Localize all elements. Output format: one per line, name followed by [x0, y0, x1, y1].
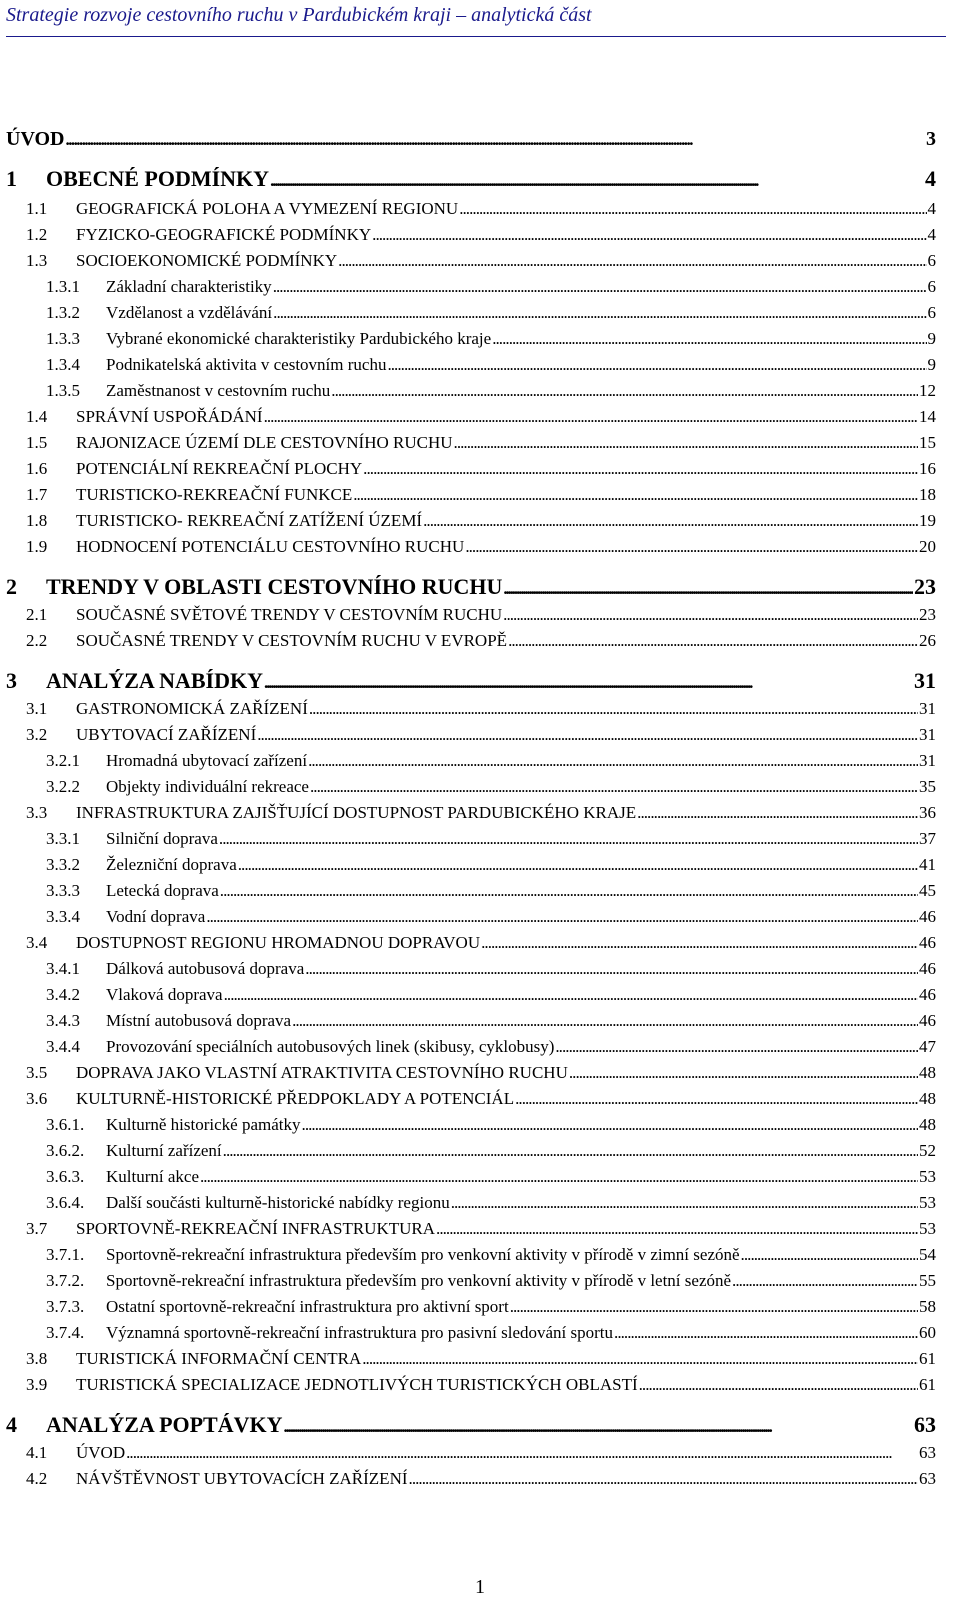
dot-leader: [284, 1416, 913, 1438]
toc-entry-number: 4: [6, 1412, 17, 1437]
toc-entry-number: 3.2.2: [46, 777, 80, 796]
toc-entry-page: 14: [919, 407, 936, 426]
dot-leader: [492, 328, 926, 350]
toc-entry-number: 1.8: [26, 511, 48, 530]
dot-leader: [220, 880, 918, 902]
toc-entry-page: 36: [919, 803, 936, 822]
toc-entry[interactable]: [26, 432, 936, 454]
toc-entry-number: 3.3.1: [46, 829, 80, 848]
toc-entry-title: KULTURNĚ-HISTORICKÉ PŘEDPOKLADY A POTENCIÁL: [76, 1089, 515, 1108]
toc-entry-title: Kulturní zařízení: [106, 1141, 222, 1160]
toc-entry-page: 53: [919, 1219, 936, 1238]
toc-entry-number: 3.2.1: [46, 751, 80, 770]
toc-entry[interactable]: [46, 906, 936, 928]
toc-entry-number: 4.2: [26, 1469, 48, 1488]
toc-entry-page: 46: [919, 907, 936, 926]
dot-leader: [308, 750, 918, 772]
toc-entry[interactable]: [26, 198, 936, 220]
toc-entry-page: 3: [926, 128, 936, 150]
toc-entry[interactable]: [46, 1192, 936, 1214]
dot-leader: [200, 1166, 918, 1188]
toc-entry-title: Dálková autobusová doprava: [106, 959, 305, 978]
dot-leader: [270, 170, 924, 192]
toc-entry[interactable]: [46, 380, 936, 402]
toc-entry[interactable]: [46, 750, 936, 772]
dot-leader: [363, 458, 918, 480]
dot-leader: [309, 698, 918, 720]
toc-entry[interactable]: [26, 1088, 936, 1110]
toc-entry-number: 3.5: [26, 1063, 48, 1082]
toc-entry-title: Silniční doprava: [106, 829, 218, 848]
toc-entry[interactable]: [26, 458, 936, 480]
dot-leader: [510, 1296, 918, 1318]
toc-entry-number: 1.5: [26, 433, 48, 452]
toc-entry[interactable]: [26, 698, 936, 720]
dot-leader: [372, 224, 926, 246]
toc-entry-title: Ostatní sportovně-rekreační infrastruktura pro aktivní sport: [106, 1297, 509, 1316]
toc-entry-number: 1.3.4: [46, 355, 80, 374]
toc-entry-number: 3.7: [26, 1219, 48, 1238]
dot-leader: [331, 380, 918, 402]
toc-entry-number: 3.6: [26, 1089, 48, 1108]
toc-entry-page: 18: [919, 485, 936, 504]
toc-entry-number: 3.4: [26, 933, 48, 952]
toc-entry-title: ANALÝZA POPTÁVKY: [46, 1412, 283, 1437]
toc-entry-number: 1.1: [26, 199, 48, 218]
toc-entry-number: 1.3.1: [46, 277, 80, 296]
toc-entry-title: Vzdělanost a vzdělávání: [106, 303, 273, 322]
toc-entry-number: 1.3.3: [46, 329, 80, 348]
toc-entry-title: INFRASTRUKTURA ZAJIŠŤUJÍCÍ DOSTUPNOST PARDUBICKÉHO KRAJE: [76, 803, 637, 822]
toc-entry-page: 19: [919, 511, 936, 530]
toc-entry[interactable]: [46, 1010, 936, 1032]
toc-entry-number: 3.3: [26, 803, 48, 822]
toc-entry-page: 31: [914, 668, 936, 693]
toc-entry-page: 6: [927, 303, 936, 322]
toc-entry-page: 23: [919, 605, 936, 624]
toc-entry-page: 63: [919, 1443, 936, 1462]
toc-entry-title: HODNOCENÍ POTENCIÁLU CESTOVNÍHO RUCHU: [76, 537, 465, 556]
dot-leader: [637, 802, 918, 824]
toc-entry-number: 3.6.2.: [46, 1141, 85, 1160]
toc-entry[interactable]: [26, 484, 936, 506]
toc-entry[interactable]: [26, 1374, 936, 1396]
toc-entry-title: Sportovně-rekreační infrastruktura především pro venkovní aktivity v přírodě v letní sezóně: [106, 1271, 732, 1290]
toc-entry-page: 41: [919, 855, 936, 874]
dot-leader: [732, 1270, 918, 1292]
toc-entry[interactable]: [46, 1270, 936, 1292]
dot-leader: [436, 1218, 918, 1240]
toc-entry-title: TRENDY V OBLASTI CESTOVNÍHO RUCHU: [46, 574, 503, 599]
toc-entry-page: 31: [919, 699, 936, 718]
toc-entry[interactable]: [46, 302, 936, 324]
dot-leader: [302, 1114, 918, 1136]
toc-entry[interactable]: [26, 1442, 936, 1464]
toc-entry-page: 48: [919, 1115, 936, 1134]
toc-entry-title: POTENCIÁLNÍ REKREAČNÍ PLOCHY: [76, 459, 363, 478]
toc-entry[interactable]: [46, 328, 936, 350]
toc-entry[interactable]: [46, 1322, 936, 1344]
toc-entry[interactable]: [46, 1296, 936, 1318]
toc-entry-page: 54: [919, 1245, 936, 1264]
toc-entry[interactable]: [46, 1166, 936, 1188]
toc-entry-page: 9: [927, 329, 936, 348]
dot-leader: [423, 510, 918, 532]
toc-entry-title: GEOGRAFICKÁ POLOHA A VYMEZENÍ REGIONU: [76, 199, 459, 218]
toc-entry-page: 58: [919, 1297, 936, 1316]
toc-entry-number: 4.1: [26, 1443, 48, 1462]
dot-leader: [451, 1192, 918, 1214]
toc-entry-title: TURISTICKÁ INFORMAČNÍ CENTRA: [76, 1349, 362, 1368]
toc-entry-number: 3.7.3.: [46, 1297, 85, 1316]
toc-entry-number: 2.2: [26, 631, 48, 650]
toc-entry-page: 12: [919, 381, 936, 400]
toc-entry-page: 23: [914, 574, 936, 599]
dot-leader: [257, 724, 918, 746]
toc-entry-title: NÁVŠTĚVNOST UBYTOVACÍCH ZAŘÍZENÍ: [76, 1469, 408, 1488]
toc-entry-title: ANALÝZA NABÍDKY: [46, 668, 263, 693]
toc-entry-title: DOPRAVA JAKO VLASTNÍ ATRAKTIVITA CESTOVNÍHO RUCHU: [76, 1063, 568, 1082]
dot-leader: [459, 198, 926, 220]
toc-entry-page: 16: [919, 459, 936, 478]
dot-leader: [310, 776, 918, 798]
toc-entry[interactable]: [26, 1062, 936, 1084]
toc-entry-page: 61: [919, 1375, 936, 1394]
dot-leader: [273, 302, 926, 324]
toc-entry-number: 1.9: [26, 537, 48, 556]
toc-entry-page: 6: [927, 251, 936, 270]
toc-entry[interactable]: [26, 630, 936, 652]
toc-entry-number: 3.4.4: [46, 1037, 80, 1056]
toc-entry-page: 31: [919, 751, 936, 770]
toc-entry[interactable]: [46, 1036, 936, 1058]
toc-entry-page: 31: [919, 725, 936, 744]
toc-entry-page: 35: [919, 777, 936, 796]
dot-leader: [264, 406, 918, 428]
toc-entry[interactable]: [46, 776, 936, 798]
toc-entry[interactable]: [26, 536, 936, 558]
dot-leader: [614, 1322, 918, 1344]
toc-entry-title: Zaměstnanost v cestovním ruchu: [106, 381, 331, 400]
toc-entry-page: 6: [927, 277, 936, 296]
toc-entry-title: Místní autobusová doprava: [106, 1011, 292, 1030]
toc-entry-number: 3.7.2.: [46, 1271, 85, 1290]
dot-leader: [508, 630, 918, 652]
toc-entry-number: 2.1: [26, 605, 48, 624]
toc-entry-title: TURISTICKÁ SPECIALIZACE JEDNOTLIVÝCH TURISTICKÝCH OBLASTÍ: [76, 1375, 638, 1394]
toc-entry[interactable]: [46, 828, 936, 850]
toc-entry-page: 55: [919, 1271, 936, 1290]
dot-leader: [569, 1062, 918, 1084]
dot-leader: [292, 1010, 918, 1032]
toc-entry-number: 3.9: [26, 1375, 48, 1394]
toc-entry[interactable]: [26, 802, 936, 824]
toc-entry-title: Letecká doprava: [106, 881, 219, 900]
toc-entry-page: 26: [919, 631, 936, 650]
toc-entry[interactable]: [26, 224, 936, 246]
toc-entry[interactable]: [46, 1244, 936, 1266]
toc-entry-title: SOCIOEKONOMICKÉ PODMÍNKY: [76, 251, 338, 270]
toc-entry-page: 4: [927, 225, 936, 244]
toc-entry-title: FYZICKO-GEOGRAFICKÉ PODMÍNKY: [76, 225, 372, 244]
dot-leader: [387, 354, 926, 376]
dot-leader: [503, 578, 913, 600]
toc-entry[interactable]: [46, 354, 936, 376]
toc-entry[interactable]: [26, 724, 936, 746]
dot-leader: [454, 432, 918, 454]
toc-entry-title: Hromadná ubytovací zařízení: [106, 751, 308, 770]
dot-leader: [219, 828, 918, 850]
toc-entry-title: Kulturně historické památky: [106, 1115, 301, 1134]
toc-entry-page: 46: [919, 985, 936, 1004]
toc-entry[interactable]: [6, 128, 936, 150]
toc-entry-number: 1.3: [26, 251, 48, 270]
toc-entry-page: 48: [919, 1063, 936, 1082]
toc-entry[interactable]: [6, 1414, 936, 1436]
toc-entry-title: GASTRONOMICKÁ ZAŘÍZENÍ: [76, 699, 308, 718]
dot-leader: [223, 1140, 918, 1162]
dot-leader: [503, 604, 918, 626]
toc-entry-page: 15: [919, 433, 936, 452]
toc-entry-page: 37: [919, 829, 936, 848]
toc-entry-title: UBYTOVACÍ ZAŘÍZENÍ: [76, 725, 257, 744]
toc-entry-number: 3.6.1.: [46, 1115, 85, 1134]
dot-leader: [273, 276, 927, 298]
dot-leader: [639, 1374, 918, 1396]
toc-entry-title: ÚVOD: [76, 1443, 126, 1462]
toc-entry-number: 3.3.3: [46, 881, 80, 900]
toc-entry-title: Železniční doprava: [106, 855, 237, 874]
toc-entry-number: 1.3.5: [46, 381, 80, 400]
toc-entry-title: Vlaková doprava: [106, 985, 223, 1004]
toc-entry-page: 46: [919, 959, 936, 978]
toc-entry-page: 53: [919, 1167, 936, 1186]
toc-entry-number: 3.6.4.: [46, 1193, 85, 1212]
toc-entry-page: 52: [919, 1141, 936, 1160]
toc-entry-number: 1.3.2: [46, 303, 80, 322]
toc-entry-page: 47: [919, 1037, 936, 1056]
toc-entry-title: Kulturní akce: [106, 1167, 199, 1186]
toc-entry-title: Další součásti kulturně-historické nabídky regionu: [106, 1193, 450, 1212]
toc-entry-title: SPORTOVNĚ-REKREAČNÍ INFRASTRUKTURA: [76, 1219, 436, 1238]
dot-leader: [338, 250, 926, 272]
toc-entry-number: 1: [6, 166, 17, 191]
toc-entry[interactable]: [46, 1114, 936, 1136]
toc-entry-number: 3.3.4: [46, 907, 80, 926]
toc-entry-page: 4: [927, 199, 936, 218]
toc-entry[interactable]: [46, 1140, 936, 1162]
toc-entry-page: 46: [919, 1011, 936, 1030]
toc-entry[interactable]: [46, 958, 936, 980]
toc-entry-number: 1.2: [26, 225, 48, 244]
dot-leader: [126, 1442, 918, 1464]
toc-entry-number: 3: [6, 668, 17, 693]
toc-entry-number: 1.6: [26, 459, 48, 478]
toc-entry-number: 3.1: [26, 699, 48, 718]
toc-entry-title: Významná sportovně-rekreační infrastruktura pro pasivní sledování sportu: [106, 1323, 614, 1342]
toc-entry[interactable]: [46, 854, 936, 876]
toc-entry-number: 3.4.2: [46, 985, 80, 1004]
toc-entry-title: SOUČASNÉ TRENDY V CESTOVNÍM RUCHU V EVROPĚ: [76, 631, 508, 650]
toc-entry[interactable]: [26, 250, 936, 272]
dot-leader: [409, 1468, 918, 1490]
dot-leader: [305, 958, 918, 980]
toc-entry-title: OBECNÉ PODMÍNKY: [46, 166, 270, 191]
toc-entry-number: 3.8: [26, 1349, 48, 1368]
toc-entry[interactable]: [6, 576, 936, 598]
toc-entry[interactable]: [46, 276, 936, 298]
toc-entry-title: SOUČASNÉ SVĚTOVÉ TRENDY V CESTOVNÍM RUCHU: [76, 605, 503, 624]
dot-leader: [515, 1088, 918, 1110]
dot-leader: [264, 672, 913, 694]
dot-leader: [465, 536, 918, 558]
toc-entry[interactable]: [26, 932, 936, 954]
dot-leader: [353, 484, 918, 506]
running-header: Strategie rozvoje cestovního ruchu v Pardubickém kraji – analytická část: [6, 4, 946, 37]
toc-entry-number: 3.3.2: [46, 855, 80, 874]
dot-leader: [741, 1244, 918, 1266]
page-number: 1: [475, 1576, 485, 1598]
toc-entry[interactable]: [6, 670, 936, 692]
toc-entry-page: 20: [919, 537, 936, 556]
toc-entry[interactable]: [26, 406, 936, 428]
toc-entry-title: Základní charakteristiky: [106, 277, 272, 296]
dot-leader: [555, 1036, 918, 1058]
toc-entry-title: DOSTUPNOST REGIONU HROMADNOU DOPRAVOU: [76, 933, 481, 952]
toc-entry-page: 53: [919, 1193, 936, 1212]
toc-entry-title: Vybrané ekonomické charakteristiky Pardubického kraje: [106, 329, 492, 348]
toc-entry-title: Podnikatelská aktivita v cestovním ruchu: [106, 355, 387, 374]
toc-entry-page: 45: [919, 881, 936, 900]
toc-entry-title: Objekty individuální rekreace: [106, 777, 309, 796]
toc-entry-number: 3.4.3: [46, 1011, 80, 1030]
toc-entry-number: 3.7.1.: [46, 1245, 85, 1264]
toc-entry-number: 3.2: [26, 725, 48, 744]
toc-entry-title: Vodní doprava: [106, 907, 206, 926]
toc-entry-number: 3.6.3.: [46, 1167, 85, 1186]
toc-entry[interactable]: [46, 880, 936, 902]
toc-entry-page: 63: [914, 1412, 936, 1437]
toc-entry-title: RAJONIZACE ÚZEMÍ DLE CESTOVNÍHO RUCHU: [76, 433, 453, 452]
toc-entry-title: SPRÁVNÍ USPOŘÁDÁNÍ: [76, 407, 263, 426]
toc-entry-page: 63: [919, 1469, 936, 1488]
dot-leader: [238, 854, 918, 876]
toc-entry[interactable]: [26, 1468, 936, 1490]
toc-entry[interactable]: [26, 1348, 936, 1370]
toc-entry-number: 2: [6, 574, 17, 599]
dot-leader: [224, 984, 918, 1006]
toc-entry-page: 60: [919, 1323, 936, 1342]
dot-leader: [362, 1348, 918, 1370]
toc-entry-page: 9: [927, 355, 936, 374]
toc-entry-number: 3.7.4.: [46, 1323, 85, 1342]
dot-leader: [66, 129, 926, 151]
toc-entry-number: 1.4: [26, 407, 48, 426]
toc-entry[interactable]: [26, 604, 936, 626]
toc-entry-number: 1.7: [26, 485, 48, 504]
toc-entry-page: 46: [919, 933, 936, 952]
toc-entry[interactable]: [6, 168, 936, 190]
toc-entry[interactable]: [26, 1218, 936, 1240]
toc-entry-page: 4: [925, 166, 936, 191]
toc-entry-title: TURISTICKO-REKREAČNÍ FUNKCE: [76, 485, 353, 504]
dot-leader: [206, 906, 918, 928]
toc-entry-title: Sportovně-rekreační infrastruktura především pro venkovní aktivity v přírodě v zimní sezóně: [106, 1245, 740, 1264]
toc-entry-title: TURISTICKO- REKREAČNÍ ZATÍŽENÍ ÚZEMÍ: [76, 511, 423, 530]
toc-entry-number: 3.4.1: [46, 959, 80, 978]
toc-entry[interactable]: [26, 510, 936, 532]
toc-entry-page: 61: [919, 1349, 936, 1368]
toc-entry-title: ÚVOD: [6, 128, 65, 150]
toc-entry[interactable]: [46, 984, 936, 1006]
toc-entry-title: Provozování speciálních autobusových linek (skibusy, cyklobusy): [106, 1037, 555, 1056]
toc-entry-page: 48: [919, 1089, 936, 1108]
dot-leader: [481, 932, 918, 954]
